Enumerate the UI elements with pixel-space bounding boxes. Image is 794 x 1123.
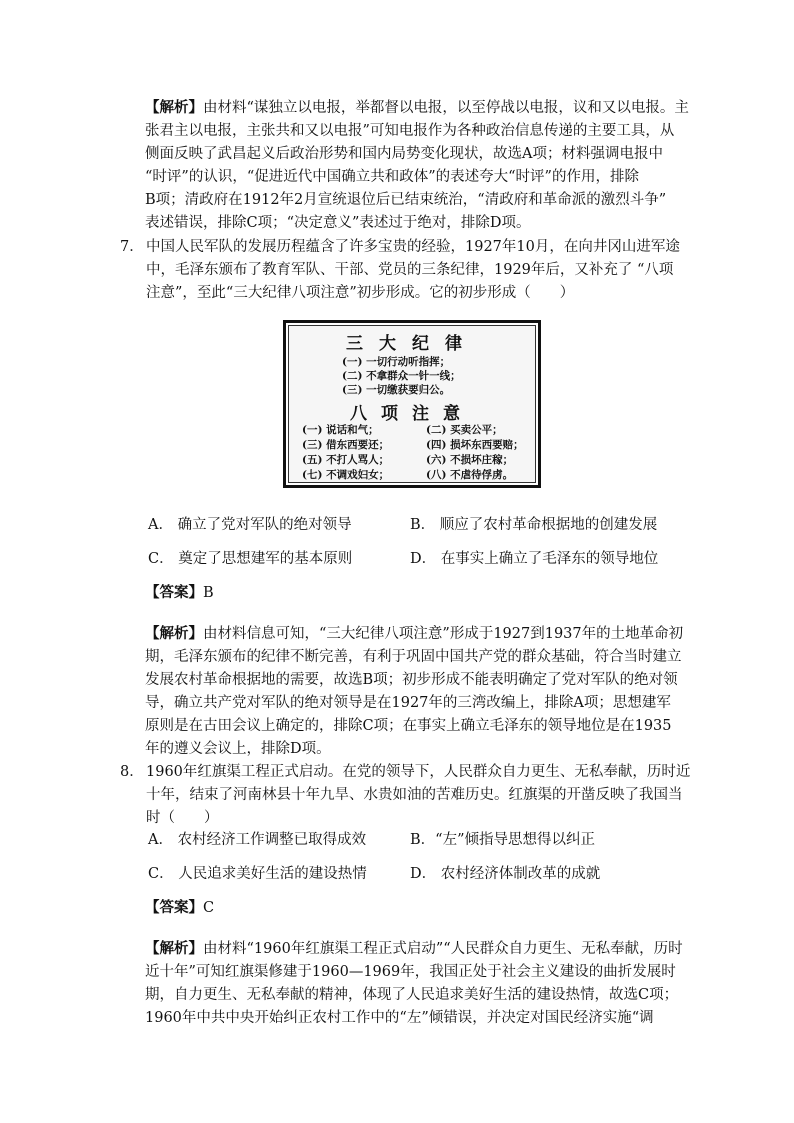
poster-point: (七) 不调戏妇女； bbox=[302, 469, 390, 481]
question-line: 中国人民军队的发展历程蕴含了许多宝贵的经验，1927年10月，在向井冈山进军途 bbox=[146, 239, 680, 255]
option-c[interactable]: C． 人民追求美好生活的建设热情 bbox=[148, 866, 367, 882]
option-c[interactable]: C． 奠定了思想建军的基本原则 bbox=[148, 551, 353, 567]
question-line: 1960年红旗渠工程正式启动。在党的领导下，人民群众自力更生、无私奉献，历时近 bbox=[146, 764, 691, 780]
answer-q8: 【答案】C bbox=[145, 899, 215, 916]
analysis-line: 侧面反映了武昌起义后政治形势和国内局势变化现状，故选A项；材料强调电报中 bbox=[145, 146, 663, 162]
analysis-block-q7 bbox=[145, 622, 684, 761]
question-7 bbox=[120, 236, 680, 305]
question-line: 中，毛泽东颁布了教育军队、干部、党员的三条纪律，1929年后，又补充了 “八项 bbox=[146, 262, 674, 278]
question-line: 时（ ） bbox=[146, 810, 219, 826]
option-a[interactable]: A． 农村经济工作调整已取得成效 bbox=[148, 832, 367, 848]
question-8 bbox=[120, 761, 691, 830]
poster-rule: (二) 不拿群众一针一线； bbox=[342, 370, 461, 382]
analysis-line: 【解析】由材料“1960年红旗渠工程正式启动”“人民群众自力更生、无私奉献，历时 bbox=[145, 940, 683, 957]
option-d[interactable]: D． 农村经济体制改革的成就 bbox=[410, 866, 601, 882]
poster-rule: (三) 一切缴获要归公。 bbox=[342, 384, 451, 396]
poster-point: (二) 买卖公平； bbox=[426, 424, 503, 436]
option-d[interactable]: D． 在事实上确立了毛泽东的领导地位 bbox=[410, 551, 659, 567]
analysis-line: 导，确立共产党对军队的绝对领导是在1927年的三湾改编上，排除A项；思想建军 bbox=[145, 695, 671, 711]
question-line: 十年，结束了河南林县十年九旱、水贵如油的苦难历史。红旗渠的开凿反映了我国当 bbox=[146, 787, 683, 803]
discipline-poster-image bbox=[283, 320, 541, 488]
analysis-block-q6 bbox=[145, 96, 689, 235]
poster-title-eight-points: 八项注意 bbox=[350, 404, 474, 424]
question-line: 注意”，至此“三大纪律八项注意”初步形成。它的初步形成（ ） bbox=[146, 285, 575, 301]
option-a[interactable]: A． 确立了党对军队的绝对领导 bbox=[148, 517, 352, 533]
poster-point: (四) 损坏东西要赔； bbox=[426, 439, 524, 451]
analysis-line: 表述错误，排除C项；“决定意义”表述过于绝对，排除D项。 bbox=[145, 215, 531, 231]
poster-point: (五) 不打人骂人； bbox=[302, 454, 390, 466]
poster-point: (六) 不损坏庄稼； bbox=[426, 454, 514, 466]
question-number: 7． bbox=[120, 239, 144, 255]
analysis-tag: 【解析】 bbox=[145, 99, 203, 116]
poster-point: (一) 说话和气； bbox=[302, 424, 379, 436]
analysis-tag: 【解析】 bbox=[145, 940, 203, 957]
analysis-line: 发展农村革命根据地的需要，故选B项；初步形成不能表明确定了党对军队的绝对领 bbox=[145, 672, 678, 688]
answer-q7: 【答案】B bbox=[145, 584, 214, 601]
question-number: 8． bbox=[120, 764, 144, 780]
analysis-line: 原则是在古田会议上确定的，排除C项；在事实上确立毛泽东的领导地位是在1935 bbox=[145, 718, 672, 734]
option-b[interactable]: B．“左”倾指导思想得以纠正 bbox=[410, 832, 595, 848]
analysis-line: 近十年”可知红旗渠修建于1960—1969年，我国正处于社会主义建设的曲折发展时 bbox=[145, 964, 676, 980]
analysis-line: 【解析】由材料信息可知，“三大纪律八项注意”形成于1927到1937年的土地革命初 bbox=[145, 625, 684, 642]
analysis-line: 1960年中共中央开始纠正农村工作中的“左”倾错误，并决定对国民经济实施“调 bbox=[145, 1010, 654, 1026]
analysis-line: 张君主以电报，主张共和又以电报”可知电报作为各种政治信息传递的主要工具，从 bbox=[145, 123, 675, 139]
poster-point: (八) 不虐待俘虏。 bbox=[426, 469, 514, 481]
analysis-line: B项；清政府在1912年2月宣统退位后已结束统治，“清政府和革命派的激烈斗争” bbox=[145, 192, 667, 208]
analysis-block-q8 bbox=[145, 937, 683, 1030]
analysis-line: 【解析】由材料“谋独立以电报，举都督以电报，以至停战以电报，议和又以电报。主 bbox=[145, 99, 689, 116]
poster-title-three-rules: 三大纪律 bbox=[346, 334, 478, 354]
analysis-line: 期，自力更生、无私奉献的精神，体现了人民追求美好生活的建设热情，故选C项； bbox=[145, 987, 679, 1003]
poster-point: (三) 借东西要还； bbox=[302, 439, 390, 451]
analysis-tag: 【解析】 bbox=[145, 625, 203, 642]
analysis-line: “时评”的认识，“促进近代中国确立共和政体”的表述夸大“时评”的作用，排除 bbox=[145, 169, 639, 185]
option-b[interactable]: B． 顺应了农村革命根据地的创建发展 bbox=[410, 517, 658, 533]
analysis-line: 年的遵义会议上，排除D项。 bbox=[145, 741, 331, 757]
analysis-line: 期，毛泽东颁布的纪律不断完善，有利于巩固中国共产党的群众基础，符合当时建立 bbox=[145, 649, 682, 665]
poster-rule: (一) 一切行动听指挥； bbox=[342, 356, 451, 368]
